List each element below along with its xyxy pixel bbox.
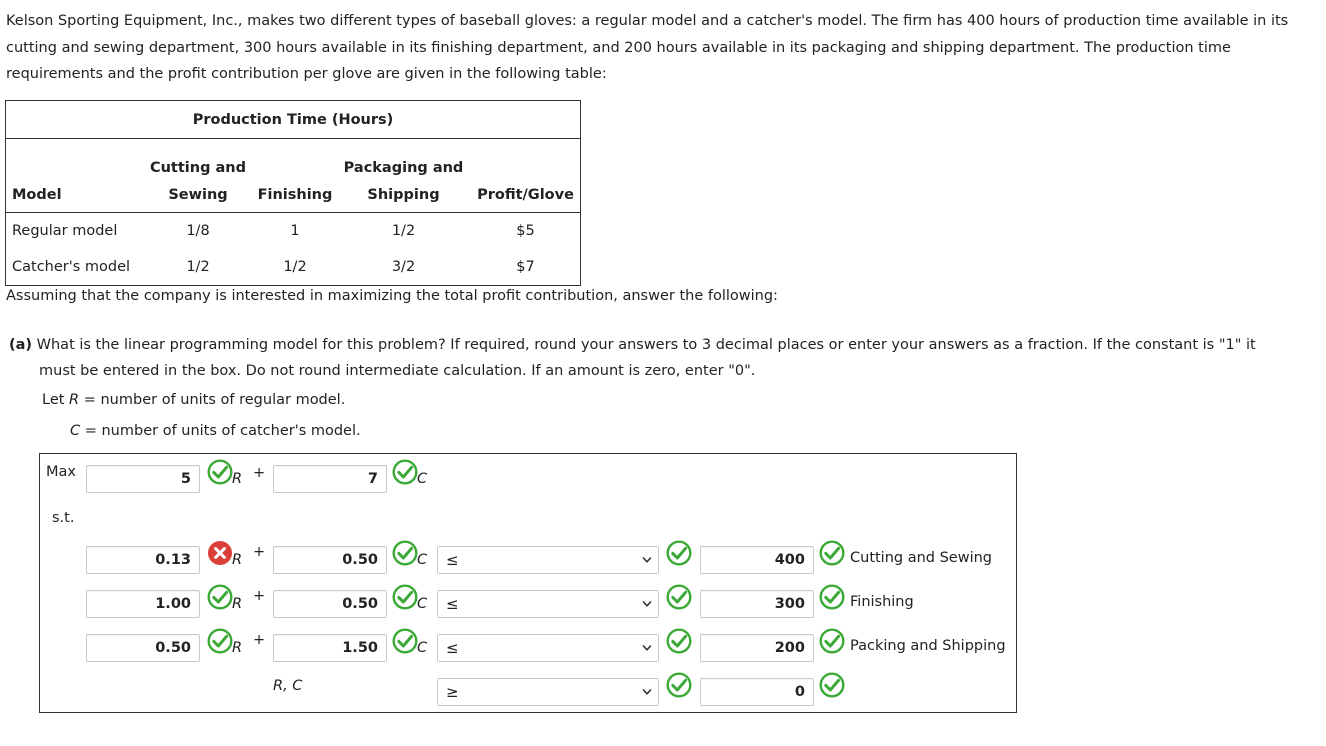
incorrect-x-icon <box>207 540 233 566</box>
objective-c-input[interactable]: 7 <box>273 465 387 493</box>
var-c: C <box>70 423 81 439</box>
chevron-down-icon <box>642 555 652 565</box>
assumption-text: Assuming that the company is interested in maximizing the total profit contribution, answer the following: <box>6 288 778 304</box>
c1-operator-select[interactable] <box>437 546 659 574</box>
var-c-label: C <box>417 552 428 568</box>
correct-check-icon <box>819 628 845 654</box>
header-cutting-line2: Sewing <box>168 187 228 203</box>
var-r-label: R <box>232 596 243 612</box>
correct-check-icon <box>666 672 692 698</box>
let-r-text: = number of units of regular model. <box>79 392 346 408</box>
chevron-down-icon <box>642 687 652 697</box>
let-r-definition <box>42 392 345 408</box>
production-time-table <box>5 100 581 286</box>
header-profit: Profit/Glove <box>471 139 581 213</box>
plus-sign: + <box>253 588 266 604</box>
correct-check-icon <box>207 628 233 654</box>
question-a-line2: must be entered in the box. Do not round intermediate calculation. If an amount is zero, enter "0". <box>39 363 756 379</box>
row-cutting: 1/2 <box>186 259 210 275</box>
c1-rhs-input[interactable]: 400 <box>700 546 814 574</box>
var-c-label: C <box>417 471 428 487</box>
header-finishing: Finishing <box>254 139 336 213</box>
header-packaging-line2: Shipping <box>367 187 440 203</box>
row-model: Catcher's model <box>12 259 131 275</box>
header-cutting <box>142 139 254 213</box>
header-cutting-line1: Cutting and <box>149 160 247 176</box>
c2-operator-select[interactable] <box>437 590 659 618</box>
c2-r-input[interactable]: 1.00 <box>86 590 200 618</box>
correct-check-icon <box>819 540 845 566</box>
chevron-down-icon <box>642 599 652 609</box>
correct-check-icon <box>392 584 418 610</box>
header-packaging <box>336 139 471 213</box>
nonneg-rhs-input[interactable]: 0 <box>700 678 814 706</box>
let-c-text: = number of units of catcher's model. <box>80 423 361 439</box>
row-packaging: 1/2 <box>391 223 416 239</box>
var-r: R <box>69 392 80 408</box>
table-row <box>6 213 581 250</box>
c3-r-input[interactable]: 0.50 <box>86 634 200 662</box>
c3-rhs-input[interactable]: 200 <box>700 634 814 662</box>
correct-check-icon <box>207 584 233 610</box>
row-profit: $5 <box>516 223 535 239</box>
correct-check-icon <box>207 459 233 485</box>
question-a-label: (a) <box>9 337 33 353</box>
header-packaging-line1: Packaging and <box>343 160 464 176</box>
let-prefix: Let <box>42 392 70 408</box>
row-profit: $7 <box>516 259 535 275</box>
nonneg-vars: R, C <box>273 678 303 694</box>
nonneg-operator-select[interactable] <box>437 678 659 706</box>
c1-c-input[interactable]: 0.50 <box>273 546 387 574</box>
lp-model-box <box>39 453 1017 713</box>
c1-label: Cutting and Sewing <box>850 550 993 566</box>
var-c-label: C <box>417 596 428 612</box>
c3-label: Packing and Shipping <box>850 638 1006 654</box>
var-c-label: C <box>417 640 428 656</box>
problem-intro: Kelson Sporting Equipment, Inc., makes two different types of baseball gloves: a regular model and a catcher's model. The firm has 400 hours of production time available in its cutting and sewing department, 300 hours available in its finishing department, and 200 hours available in its packaging and shipping department. The production time requirements and the profit contribution per glove are given in the following table: <box>6 13 1289 82</box>
correct-check-icon <box>819 584 845 610</box>
plus-sign: + <box>253 632 266 648</box>
chevron-down-icon <box>642 643 652 653</box>
c2-operator-value: ≤ <box>446 595 459 613</box>
let-c-definition <box>70 423 361 439</box>
var-r-label: R <box>232 552 243 568</box>
question-a-line1: What is the linear programming model for this problem? If required, round your answers to 3 decimal places or enter your answers as a fraction. If the constant is "1" it <box>36 337 1256 353</box>
correct-check-icon <box>819 672 845 698</box>
st-label: s.t. <box>52 510 75 526</box>
row-packaging: 3/2 <box>391 259 416 275</box>
plus-sign: + <box>253 544 266 560</box>
correct-check-icon <box>392 459 418 485</box>
var-r-label: R <box>232 471 243 487</box>
row-finishing: 1/2 <box>283 259 307 275</box>
correct-check-icon <box>666 540 692 566</box>
header-model: Model <box>6 139 143 213</box>
correct-check-icon <box>666 584 692 610</box>
row-cutting: 1/8 <box>186 223 210 239</box>
question-a <box>9 332 1321 384</box>
c3-operator-select[interactable] <box>437 634 659 662</box>
c2-c-input[interactable]: 0.50 <box>273 590 387 618</box>
c2-label: Finishing <box>850 594 914 610</box>
nonneg-operator-value: ≥ <box>446 683 459 701</box>
row-model: Regular model <box>12 223 118 239</box>
plus-sign: + <box>253 465 266 481</box>
correct-check-icon <box>392 540 418 566</box>
c1-r-input[interactable]: 0.13 <box>86 546 200 574</box>
objective-r-input[interactable]: 5 <box>86 465 200 493</box>
correct-check-icon <box>392 628 418 654</box>
c3-c-input[interactable]: 1.50 <box>273 634 387 662</box>
table-title: Production Time (Hours) <box>6 101 581 139</box>
c2-rhs-input[interactable]: 300 <box>700 590 814 618</box>
c1-operator-value: ≤ <box>446 551 459 569</box>
row-finishing: 1 <box>290 223 300 239</box>
max-label: Max <box>46 464 76 480</box>
var-r-label: R <box>232 640 243 656</box>
table-row <box>6 249 581 286</box>
correct-check-icon <box>666 628 692 654</box>
c3-operator-value: ≤ <box>446 639 459 657</box>
